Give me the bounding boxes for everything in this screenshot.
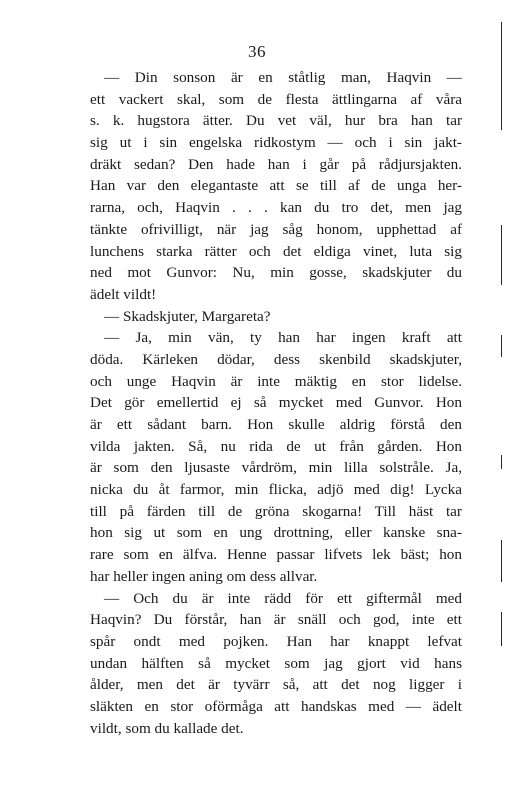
text-line: sig ut i sin engelska ridkostym — och i sin jakt- bbox=[90, 134, 462, 152]
text-line: rare som en älfva. Henne passar lifvets lek bäst; hon bbox=[90, 546, 462, 564]
text-line: vildt, som du kallade det. bbox=[90, 719, 244, 737]
text-line: är ett sådant barn. Hon skulle aldrig förstå den bbox=[90, 416, 462, 433]
text-line: rarna, och, Haqvin . . . kan du tro det, men jag bbox=[90, 199, 462, 217]
text-line: — Din sonson är en ståtlig man, Haqvin — bbox=[104, 69, 462, 86]
page-edge-line bbox=[501, 612, 502, 646]
text-line: tänkte ofrivilligt, när jag såg honom, upphettad af bbox=[90, 220, 462, 238]
page-edge-line bbox=[501, 225, 502, 285]
text-line: och unge Haqvin är inte mäktig en stor lidelse. bbox=[90, 372, 462, 390]
text-line: lunchens starka rätter och det eldiga vinet, luta sig bbox=[90, 242, 462, 260]
text-line: — Och du är inte rädd för ett giftermål med bbox=[104, 589, 462, 607]
text-line: ned mot Gunvor: Nu, min gosse, skadskjuter du bbox=[90, 264, 462, 282]
text-line: undan hälften så mycket som jag gjort vid hans bbox=[90, 654, 462, 672]
page-number: 36 bbox=[248, 42, 266, 61]
text-line: nicka du åt farmor, min flicka, adjö med dig! Lycka bbox=[90, 481, 462, 499]
text-line: hon sig ut som en ung drottning, eller kanske sna- bbox=[90, 524, 462, 542]
page-edge-line bbox=[501, 22, 502, 130]
text-line: har heller ingen aning om dess allvar. bbox=[90, 567, 318, 585]
text-line: spår ondt med pojken. Han har knappt lefvat bbox=[90, 632, 462, 650]
text-line: döda. Kärleken dödar, dess skenbild skadskjuter, bbox=[90, 350, 462, 368]
text-line: ett vackert skal, som de flesta ättlingarna af våra bbox=[90, 90, 462, 108]
text-line: — Ja, min vän, ty han har ingen kraft att bbox=[104, 329, 462, 347]
text-line: är som den ljusaste vårdröm, min lilla solstråle. Ja, bbox=[90, 459, 462, 477]
page-edge-line bbox=[501, 455, 502, 469]
text-line: Det gör emellertid ej så mycket med Gunvor. Hon bbox=[90, 394, 462, 412]
text-line: s. k. hugstora ätter. Du vet väl, hur bra han tar bbox=[90, 112, 462, 130]
page-edge-line bbox=[501, 540, 502, 582]
page-edge-line bbox=[501, 335, 502, 357]
text-line: ålder, men det är tyvärr så, att det nog ligger i bbox=[90, 676, 462, 694]
text-line: vilda jakten. Så, nu rida de ut från gården. Hon bbox=[90, 437, 462, 455]
text-line: ädelt vildt! bbox=[90, 285, 157, 303]
text-line: till på färden till de gröna skogarna! Till häst tar bbox=[90, 502, 462, 520]
text-line: dräkt sedan? Den hade han i går på rådjursjakten. bbox=[90, 155, 462, 173]
text-line: — Skadskjuter, Margareta? bbox=[104, 307, 271, 325]
text-line: Haqvin? Du förstår, han är snäll och god, inte ett bbox=[90, 611, 462, 629]
text-line: Han var den elegantaste att se till af de unga her- bbox=[90, 177, 462, 195]
body-text bbox=[90, 67, 462, 739]
text-line: släkten en stor oförmåga att handskas med — ädelt bbox=[90, 697, 462, 715]
